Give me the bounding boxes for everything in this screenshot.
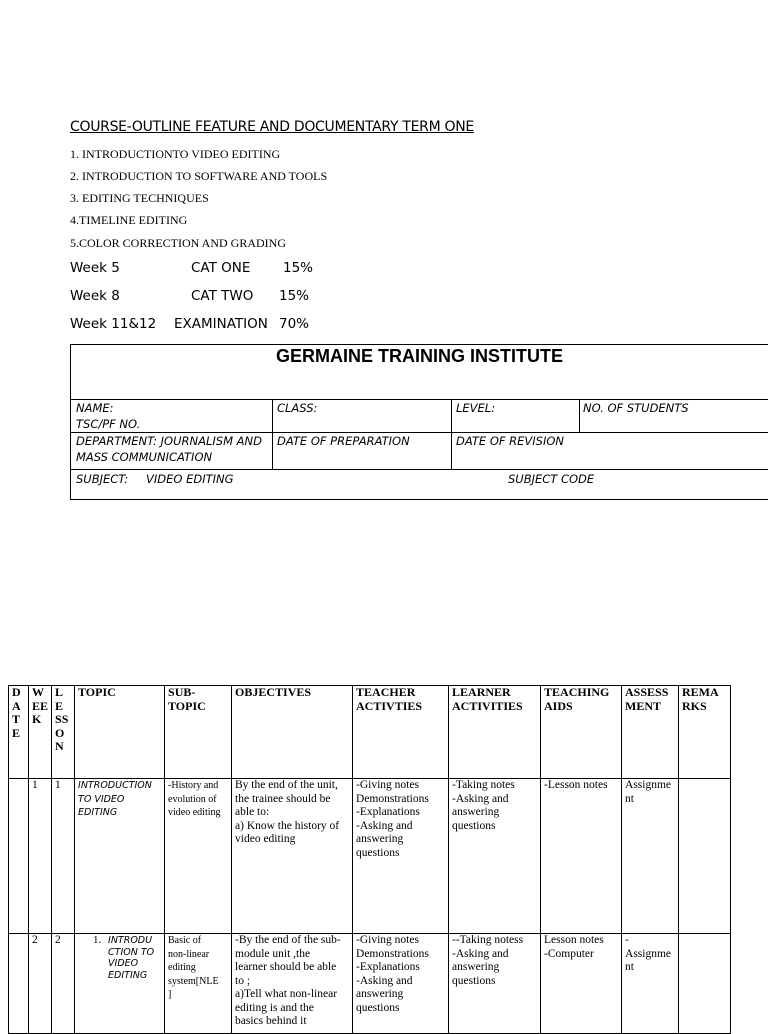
header-teacher-activities: TEACHER ACTIVTIES	[353, 686, 449, 779]
header-remarks: REMA RKS	[679, 686, 731, 779]
cell-teaching-aids: Lesson notes -Computer	[541, 934, 622, 1034]
header-learner-activities: LEARNER ACTIVITIES	[449, 686, 541, 779]
header-lesson: L E SS O N	[52, 686, 75, 779]
cell-assessment: - Assignme nt	[622, 934, 679, 1034]
divider	[579, 399, 580, 432]
cell-remarks	[679, 779, 731, 934]
subject-code-label: SUBJECT CODE	[508, 472, 595, 486]
cell-teaching-aids: -Lesson notes	[541, 779, 622, 934]
list-number: 1.	[93, 934, 102, 946]
institute-header-box	[70, 344, 768, 500]
topic-list-item	[78, 934, 161, 981]
cell-teacher-activities: -Giving notes Demonstrations -Explanations -Asking and answering questions	[353, 779, 449, 934]
assessment-weight: 15%	[279, 288, 310, 304]
outline-item-2: 2. INTRODUCTION TO SOFTWARE AND TOOLS	[70, 169, 328, 183]
table-header-row	[9, 686, 731, 779]
document-title: COURSE-OUTLINE FEATURE AND DOCUMENTARY TERM ONE	[70, 119, 474, 135]
subject-value: VIDEO EDITING	[146, 472, 234, 486]
header-date: D A T E	[9, 686, 29, 779]
cell-week: 2	[29, 934, 52, 1034]
assessment-week: Week 5	[70, 260, 120, 276]
assessment-weight: 70%	[279, 316, 310, 332]
table-row	[9, 934, 731, 1034]
cell-teacher-activities: -Giving notes Demonstrations -Explanations -Asking and answering questions	[353, 934, 449, 1034]
outline-item-1: 1. INTRODUCTIONTO VIDEO EDITING	[70, 147, 281, 161]
cell-lesson: 1	[52, 779, 75, 934]
assessment-week: Week 8	[70, 288, 120, 304]
outline-item-3: 3. EDITING TECHNIQUES	[70, 191, 209, 205]
header-topic: TOPIC	[75, 686, 165, 779]
cell-assessment: Assignme nt	[622, 779, 679, 934]
cell-remarks	[679, 934, 731, 1034]
assessment-name: CAT TWO	[191, 288, 254, 304]
cell-learner-activities: -Taking notes -Asking and answering questions	[449, 779, 541, 934]
divider	[451, 399, 452, 469]
header-objectives: OBJECTIVES	[232, 686, 353, 779]
lesson-plan-table	[8, 685, 731, 1034]
header-teaching-aids: TEACHING AIDS	[541, 686, 622, 779]
cell-topic: INTRODUCTION TO VIDEO EDITING	[75, 779, 165, 934]
outline-item-5: 5.COLOR CORRECTION AND GRADING	[70, 236, 287, 250]
topic-text: INTRODU CTION TO VIDEO EDITING	[108, 935, 155, 981]
department-label-cont: MASS COMMUNICATION	[76, 450, 213, 464]
cell-date	[9, 934, 29, 1034]
cell-date	[9, 779, 29, 934]
institute-name: GERMAINE TRAINING INSTITUTE	[276, 346, 563, 366]
prep-date-label: DATE OF PREPARATION	[277, 434, 410, 448]
assessment-row	[70, 316, 470, 334]
revision-date-label: DATE OF REVISION	[456, 434, 565, 448]
class-label: CLASS:	[277, 401, 318, 415]
assessment-name: CAT ONE	[191, 260, 251, 276]
tsc-label: TSC/PF NO.	[76, 417, 141, 431]
header-subtopic: SUB- TOPIC	[165, 686, 232, 779]
cell-topic	[75, 934, 165, 1034]
table-row	[9, 779, 731, 934]
outline-item-4: 4.TIMELINE EDITING	[70, 213, 188, 227]
header-assessment: ASSESS MENT	[622, 686, 679, 779]
divider	[272, 399, 273, 469]
assessment-row	[70, 260, 470, 278]
divider	[71, 469, 768, 470]
cell-subtopic: -History and evolution of video editing	[165, 779, 232, 934]
assessment-row	[70, 288, 470, 306]
department-label: DEPARTMENT: JOURNALISM AND	[76, 434, 262, 448]
name-label: NAME:	[76, 401, 114, 415]
subject-label: SUBJECT:	[76, 472, 129, 486]
cell-objectives: By the end of the unit, the trainee should be able to: a) Know the history of video editing	[232, 779, 353, 934]
cell-subtopic: Basic of non-linear editing system[NLE ]	[165, 934, 232, 1034]
students-label: NO. OF STUDENTS	[583, 401, 689, 415]
assessment-week: Week 11&12	[70, 316, 157, 332]
cell-lesson: 2	[52, 934, 75, 1034]
cell-week: 1	[29, 779, 52, 934]
header-week: W EE K	[29, 686, 52, 779]
level-label: LEVEL:	[456, 401, 496, 415]
cell-learner-activities: --Taking notess -Asking and answering questions	[449, 934, 541, 1034]
assessment-weight: 15%	[283, 260, 314, 276]
cell-objectives: -By the end of the sub- module unit ,the learner should be able to ; a)Tell what non-linear editing is and the basics behind it	[232, 934, 353, 1034]
assessment-name: EXAMINATION	[174, 316, 268, 332]
